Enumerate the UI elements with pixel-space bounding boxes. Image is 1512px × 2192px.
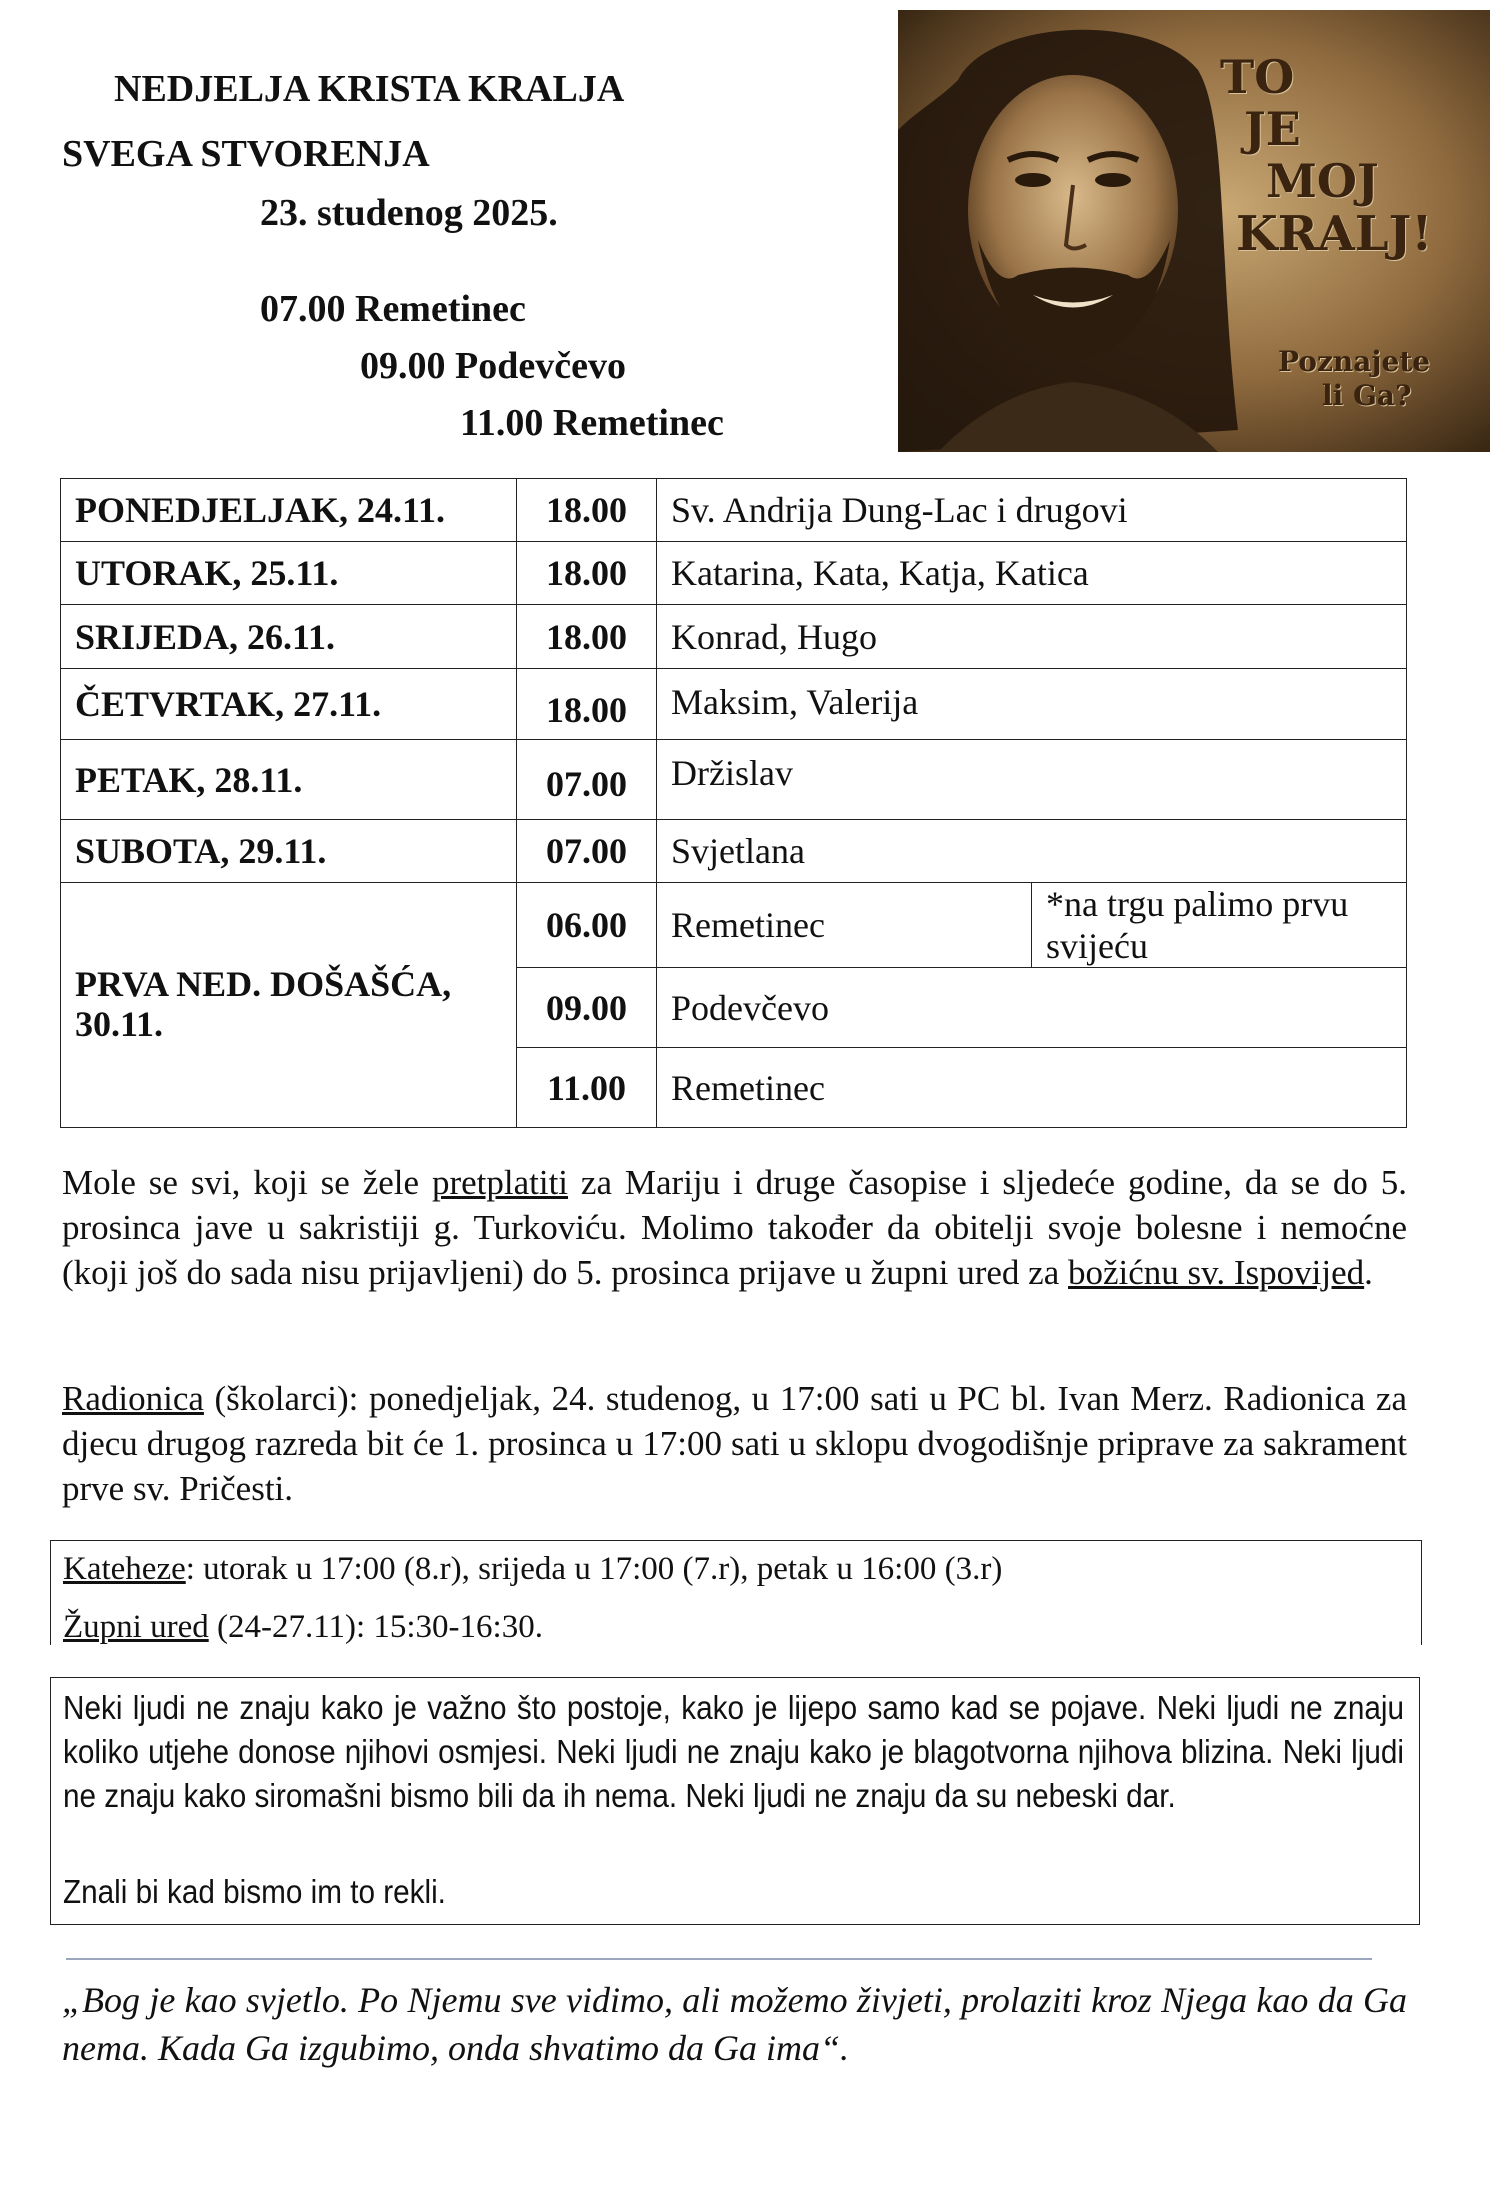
announcement-text: Mole se svi, koji se žele: [62, 1163, 432, 1202]
office-hours-text: (24-27.11): 15:30-16:30.: [208, 1609, 543, 1645]
heading-line2: SVEGA STVORENJA: [62, 133, 430, 175]
christ-king-poster: [898, 10, 1490, 452]
note-cell: Katarina, Kata, Katja, Katica: [657, 542, 1407, 605]
table-row: [61, 669, 1407, 740]
parish-office-link[interactable]: Župni ured: [63, 1609, 209, 1645]
confession-link[interactable]: božićnu sv. Ispovijed: [1068, 1253, 1365, 1292]
heading-date: 23. studenog 2025.: [260, 192, 558, 234]
catechesis-link[interactable]: Kateheze: [63, 1551, 186, 1587]
place-cell: Podevčevo: [657, 968, 1407, 1048]
place-cell: Remetinec: [657, 883, 1032, 968]
poster-subtitle-2: li Ga?: [1322, 379, 1412, 412]
subscription-announcement: [62, 1160, 1407, 1295]
place-cell: Remetinec: [657, 1048, 1407, 1128]
table-row: [61, 740, 1407, 820]
time-cell: 18.00: [517, 669, 657, 740]
workshop-text: (školarci): ponedjeljak, 24. studenog, u 17:00 sati u PC bl. Ivan Merz. Radionica za djecu drugog razreda bit će 1. prosinca u 17:00 sati u sklopu dvogodišnje priprave za sakrament prve sv. Pričesti.: [62, 1379, 1407, 1508]
note-cell: Držislav: [657, 740, 1407, 820]
time-cell: 18.00: [517, 479, 657, 542]
reflection-closing: Znali bi kad bismo im to rekli.: [63, 1873, 446, 1910]
announcement-text: .: [1364, 1253, 1373, 1292]
time-cell: 18.00: [517, 605, 657, 669]
day-cell: UTORAK, 25.11.: [61, 542, 517, 605]
note-cell: Maksim, Valerija: [657, 669, 1407, 740]
day-cell: SUBOTA, 29.11.: [61, 820, 517, 883]
announcement-text: za Mariju i druge časopise i sljedeće godine, da se do 5. prosinca jave u sakristiji g. Turkoviću. Molimo također da obitelji svoje bolesne i nemoćne (koji još do sada nisu prijavljeni) do 5. prosinca prijave u župni ured za: [62, 1163, 1407, 1292]
time-cell: 07.00: [517, 820, 657, 883]
time-cell: 11.00: [517, 1048, 657, 1128]
poster-title-moj: MOJ: [1266, 154, 1379, 208]
reflection-paragraph: Neki ljudi ne znaju kako je važno što postoje, kako je lijepo samo kad se pojave. Neki ljudi ne znaju koliko utjehe donose njihovi osmjesi. Neki ljudi ne znaju kako je blagotvorna njihova blizina. Neki ljudi ne znaju kako siromašni bismo bili da ih nema. Neki ljudi ne znaju da su nebeski dar.: [63, 1689, 1404, 1814]
workshop-announcement: [62, 1376, 1407, 1511]
day-cell: PONEDJELJAK, 24.11.: [61, 479, 517, 542]
time-cell: 06.00: [517, 883, 657, 968]
note-cell: Konrad, Hugo: [657, 605, 1407, 669]
poster-title-to: TO: [1220, 50, 1295, 104]
closing-quote: „Bog je kao svjetlo. Po Njemu sve vidimo, ali možemo živjeti, prolaziti kroz Njega kao da Ga nema. Kada Ga izgubimo, onda shvatimo da Ga ima“.: [62, 1980, 1407, 2068]
table-row: [61, 479, 1407, 542]
table-row: [61, 542, 1407, 605]
subscribe-link[interactable]: pretplatiti: [431, 1163, 569, 1202]
catechesis-info-box: [50, 1540, 1422, 1645]
reflection-box: [50, 1677, 1420, 1925]
table-row: [61, 820, 1407, 883]
advent-day-cell: PRVA NED. DOŠAŠĆA, 30.11.: [61, 883, 517, 1128]
catechesis-text: : utorak u 17:00 (8.r), srijeda u 17:00 (7.r), petak u 16:00 (3.r): [185, 1551, 1003, 1587]
workshop-link[interactable]: Radionica: [62, 1379, 204, 1418]
note-cell: Svjetlana: [657, 820, 1407, 883]
remark-cell: *na trgu palimo prvu svijeću: [1032, 883, 1407, 968]
catechesis-line: [63, 1551, 1002, 1588]
day-cell: ČETVRTAK, 27.11.: [61, 669, 517, 740]
time-cell: 07.00: [517, 740, 657, 820]
mass-time-2: 09.00 Podevčevo: [360, 345, 626, 387]
weekly-schedule-table: [60, 478, 1407, 1128]
mass-time-3: 11.00 Remetinec: [460, 402, 724, 444]
mass-time-1: 07.00 Remetinec: [260, 288, 526, 330]
time-cell: 18.00: [517, 542, 657, 605]
table-row: [61, 605, 1407, 669]
table-row: [61, 883, 1407, 968]
day-cell: PETAK, 28.11.: [61, 740, 517, 820]
heading-line1: NEDJELJA KRISTA KRALJA: [114, 68, 625, 110]
poster-title-je: JE: [1244, 102, 1301, 156]
poster-subtitle-1: Poznajete: [1278, 345, 1431, 378]
day-cell: SRIJEDA, 26.11.: [61, 605, 517, 669]
note-cell: Sv. Andrija Dung-Lac i drugovi: [657, 479, 1407, 542]
time-cell: 09.00: [517, 968, 657, 1048]
office-hours-line: [63, 1609, 543, 1646]
divider: [66, 1958, 1372, 1960]
poster-title-kralj: KRALJ!: [1236, 206, 1433, 262]
